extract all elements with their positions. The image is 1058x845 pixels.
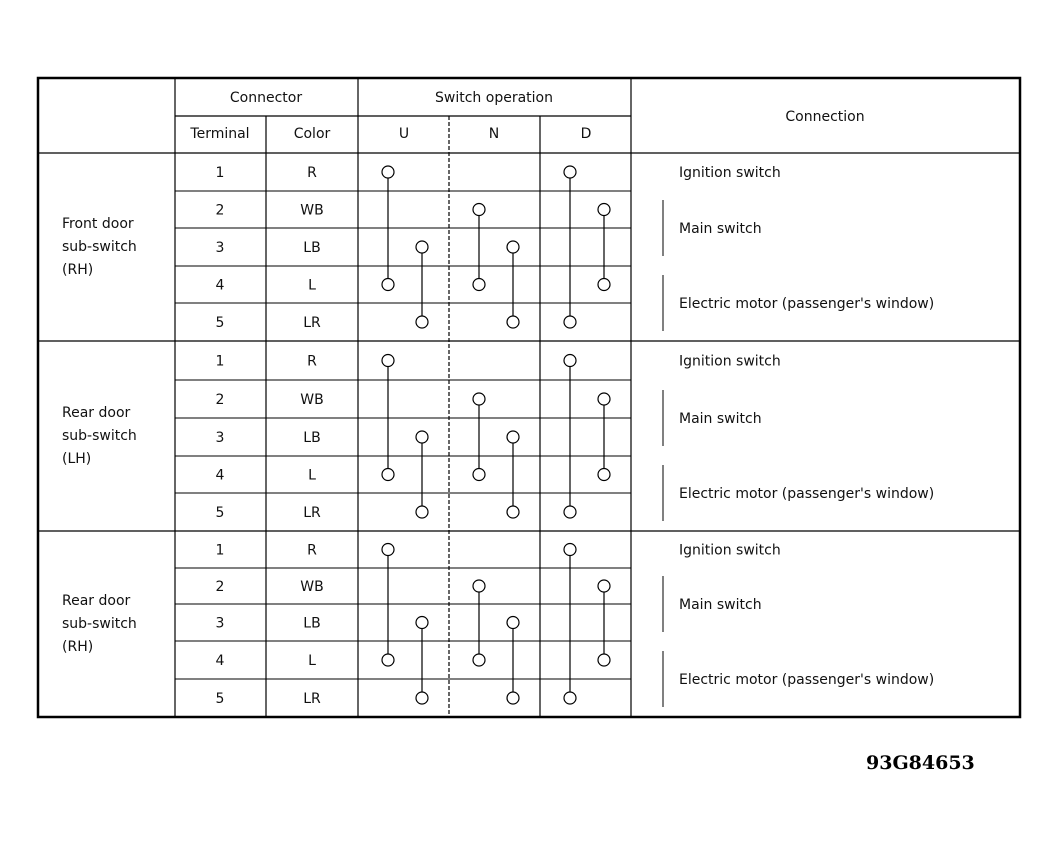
header-position-n: N — [488, 126, 500, 142]
terminal-number: 4 — [215, 277, 225, 294]
connection-electric-motor: Electric motor (passenger's window) — [679, 296, 935, 312]
wire-color: LB — [303, 615, 321, 632]
switch-group — [62, 354, 934, 522]
terminal-number: 4 — [215, 653, 225, 669]
group-label-line: sub-switch — [62, 239, 137, 255]
terminal-connection-circle — [416, 316, 428, 328]
switch-group — [62, 165, 934, 331]
header-position-d: D — [580, 126, 592, 142]
connection-ignition-switch: Ignition switch — [679, 353, 781, 370]
terminal-connection-circle — [507, 431, 519, 443]
figure-code: 93G84653 — [866, 752, 975, 774]
wire-color: LR — [303, 315, 321, 331]
header-color: Color — [293, 126, 331, 142]
header-grid — [38, 78, 1020, 717]
terminal-connection-circle — [507, 506, 519, 518]
terminal-number: 3 — [215, 615, 225, 632]
terminal-connection-circle — [416, 506, 428, 518]
terminal-connection-circle — [416, 692, 428, 704]
terminal-connection-circle — [473, 469, 485, 481]
terminal-connection-circle — [473, 654, 485, 666]
wire-color: WB — [300, 392, 324, 408]
groups-layer — [62, 165, 934, 707]
terminal-connection-circle — [473, 204, 485, 216]
terminal-connection-circle — [382, 166, 394, 178]
connection-ignition-switch: Ignition switch — [679, 542, 781, 559]
group-label-line: (RH) — [62, 639, 94, 655]
terminal-connection-circle — [564, 544, 576, 556]
terminal-connection-circle — [507, 617, 519, 629]
terminal-connection-circle — [473, 580, 485, 592]
wire-color: WB — [300, 579, 324, 595]
terminal-connection-circle — [507, 241, 519, 253]
terminal-connection-circle — [507, 316, 519, 328]
group-label-line: (RH) — [62, 262, 94, 278]
terminal-number: 5 — [215, 315, 225, 331]
terminal-number: 4 — [215, 467, 225, 484]
group-label-line: Front door — [62, 216, 134, 232]
terminal-number: 2 — [215, 392, 225, 408]
terminal-number: 5 — [215, 505, 225, 521]
connection-main-switch: Main switch — [679, 221, 762, 237]
terminal-connection-circle — [382, 469, 394, 481]
wire-color: LB — [303, 240, 321, 256]
terminal-connection-circle — [598, 393, 610, 405]
terminal-number: 3 — [215, 240, 225, 256]
terminal-number: 1 — [215, 353, 225, 370]
terminal-connection-circle — [564, 692, 576, 704]
terminal-number: 3 — [215, 430, 225, 446]
wire-color: R — [307, 353, 317, 370]
wire-color: L — [308, 467, 316, 484]
wire-color: LR — [303, 505, 321, 521]
header-terminal: Terminal — [190, 126, 250, 142]
wire-color: L — [308, 653, 316, 669]
terminal-connection-circle — [507, 692, 519, 704]
terminal-connection-circle — [473, 393, 485, 405]
terminal-number: 2 — [215, 202, 225, 219]
group-label-line: (LH) — [62, 451, 92, 467]
connection-ignition-switch: Ignition switch — [679, 165, 781, 181]
wire-color: R — [307, 542, 317, 559]
header-connector: Connector — [229, 90, 303, 106]
terminal-connection-circle — [564, 506, 576, 518]
group-label-line: sub-switch — [62, 428, 137, 444]
connection-main-switch: Main switch — [679, 597, 762, 613]
terminal-number: 1 — [215, 165, 225, 181]
terminal-connection-circle — [416, 241, 428, 253]
switch-group — [62, 543, 934, 708]
terminal-connection-circle — [473, 279, 485, 291]
table-frame — [38, 78, 1020, 717]
terminal-connection-circle — [416, 431, 428, 443]
terminal-connection-circle — [382, 279, 394, 291]
terminal-connection-circle — [382, 544, 394, 556]
terminal-number: 2 — [215, 579, 225, 595]
terminal-connection-circle — [382, 654, 394, 666]
connection-main-switch: Main switch — [679, 411, 762, 427]
terminal-connection-circle — [598, 654, 610, 666]
wire-color: LB — [303, 430, 321, 446]
wire-color: LR — [303, 691, 321, 707]
wire-color: L — [308, 277, 316, 294]
wire-color: R — [307, 165, 317, 181]
terminal-number: 1 — [215, 542, 225, 559]
connection-electric-motor: Electric motor (passenger's window) — [679, 672, 935, 688]
wire-color: WB — [300, 202, 324, 219]
terminal-number: 5 — [215, 691, 225, 707]
group-label-line: Rear door — [62, 405, 131, 421]
header-switch-operation: Switch operation — [435, 90, 553, 106]
terminal-connection-circle — [598, 279, 610, 291]
group-label-line: Rear door — [62, 593, 131, 609]
terminal-connection-circle — [598, 204, 610, 216]
terminal-connection-circle — [564, 355, 576, 367]
terminal-connection-circle — [416, 617, 428, 629]
header-position-u: U — [398, 126, 410, 142]
terminal-connection-circle — [564, 316, 576, 328]
header-connection: Connection — [785, 109, 865, 125]
terminal-connection-circle — [598, 469, 610, 481]
terminal-connection-circle — [598, 580, 610, 592]
connection-electric-motor: Electric motor (passenger's window) — [679, 486, 935, 502]
terminal-connection-circle — [564, 166, 576, 178]
group-label-line: sub-switch — [62, 616, 137, 632]
terminal-connection-circle — [382, 355, 394, 367]
